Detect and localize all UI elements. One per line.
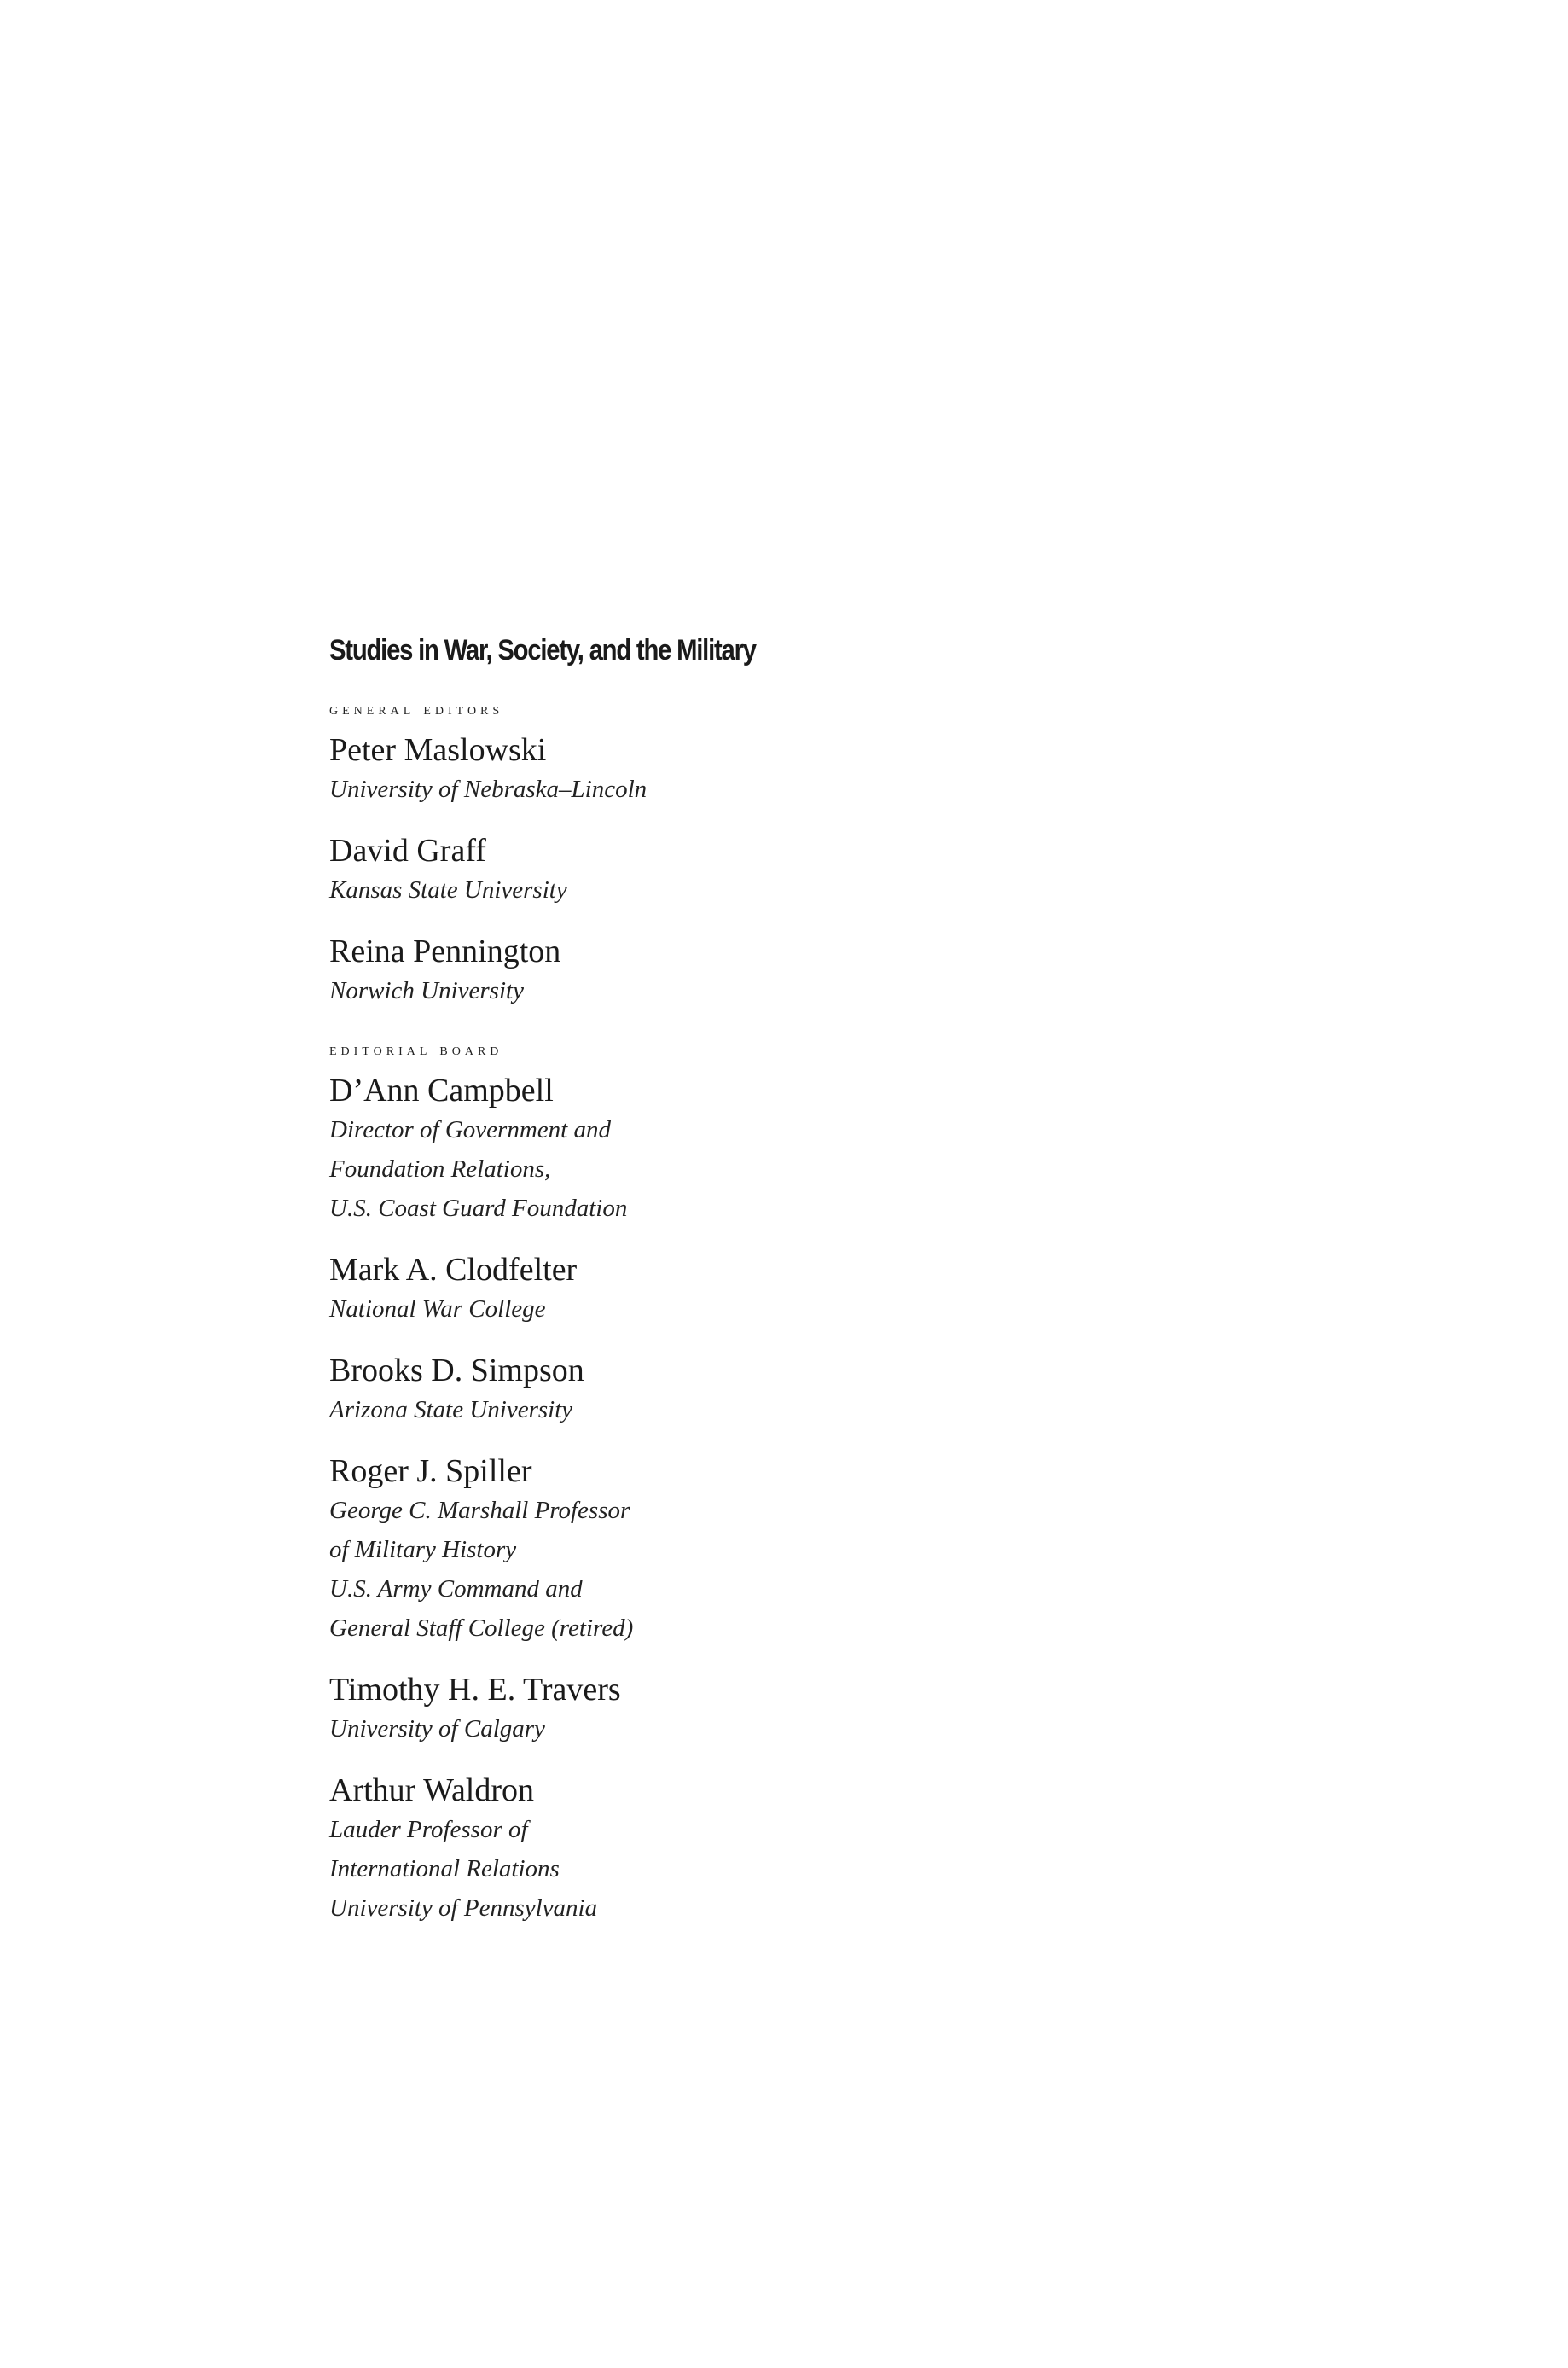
editor-name: Reina Pennington bbox=[329, 934, 561, 969]
board-member bbox=[329, 1250, 1268, 1329]
general-editor bbox=[329, 831, 1268, 910]
board-member bbox=[329, 1452, 1268, 1648]
affiliation-line: Lauder Professor of bbox=[329, 1816, 528, 1843]
board-member-name: Mark A. Clodfelter bbox=[329, 1252, 578, 1288]
affiliation-line: U.S. Army Command and bbox=[329, 1575, 583, 1603]
board-member-affiliation bbox=[329, 1491, 1268, 1648]
affiliation-line: General Staff College (retired) bbox=[329, 1615, 634, 1642]
editor-name: David Graff bbox=[329, 833, 486, 869]
board-member bbox=[329, 1771, 1268, 1928]
board-member bbox=[329, 1071, 1268, 1228]
affiliation-line: Norwich University bbox=[329, 977, 524, 1004]
affiliation-line: Kansas State University bbox=[329, 876, 567, 904]
series-title: Studies in War, Society, and the Military bbox=[329, 634, 756, 666]
board-member bbox=[329, 1670, 1268, 1748]
board-member-affiliation bbox=[329, 1810, 1268, 1928]
affiliation-line: U.S. Coast Guard Foundation bbox=[329, 1195, 628, 1222]
general-editors-label: general editors bbox=[329, 700, 504, 719]
board-member-affiliation bbox=[329, 1110, 1268, 1228]
affiliation-line: International Relations bbox=[329, 1855, 560, 1882]
board-member-affiliation bbox=[329, 1390, 1268, 1429]
editor-affiliation bbox=[329, 971, 1268, 1010]
editorial-board-label: editorial board bbox=[329, 1040, 503, 1059]
affiliation-line: Director of Government and bbox=[329, 1116, 611, 1143]
board-member-name: Roger J. Spiller bbox=[329, 1453, 532, 1489]
board-member-affiliation bbox=[329, 1709, 1268, 1748]
affiliation-line: University of Pennsylvania bbox=[329, 1894, 598, 1922]
board-member bbox=[329, 1351, 1268, 1429]
board-member-name: Brooks D. Simpson bbox=[329, 1353, 584, 1388]
affiliation-line: University of Nebraska–Lincoln bbox=[329, 776, 648, 803]
general-editor bbox=[329, 932, 1268, 1010]
affiliation-line: University of Calgary bbox=[329, 1715, 545, 1743]
board-member-name: Arthur Waldron bbox=[329, 1772, 535, 1808]
board-member-name: Timothy H. E. Travers bbox=[329, 1672, 621, 1708]
editor-affiliation bbox=[329, 770, 1268, 809]
editor-name: Peter Maslowski bbox=[329, 732, 547, 768]
affiliation-line: of Military History bbox=[329, 1536, 517, 1563]
affiliation-line: Arizona State University bbox=[329, 1396, 573, 1423]
board-member-name: D’Ann Campbell bbox=[329, 1073, 554, 1108]
affiliation-line: Foundation Relations, bbox=[329, 1155, 551, 1183]
affiliation-line: National War College bbox=[329, 1295, 546, 1323]
general-editor bbox=[329, 730, 1268, 809]
series-page-content bbox=[329, 631, 1268, 1928]
affiliation-line: George C. Marshall Professor bbox=[329, 1497, 630, 1524]
board-member-affiliation bbox=[329, 1289, 1268, 1329]
editor-affiliation bbox=[329, 870, 1268, 910]
